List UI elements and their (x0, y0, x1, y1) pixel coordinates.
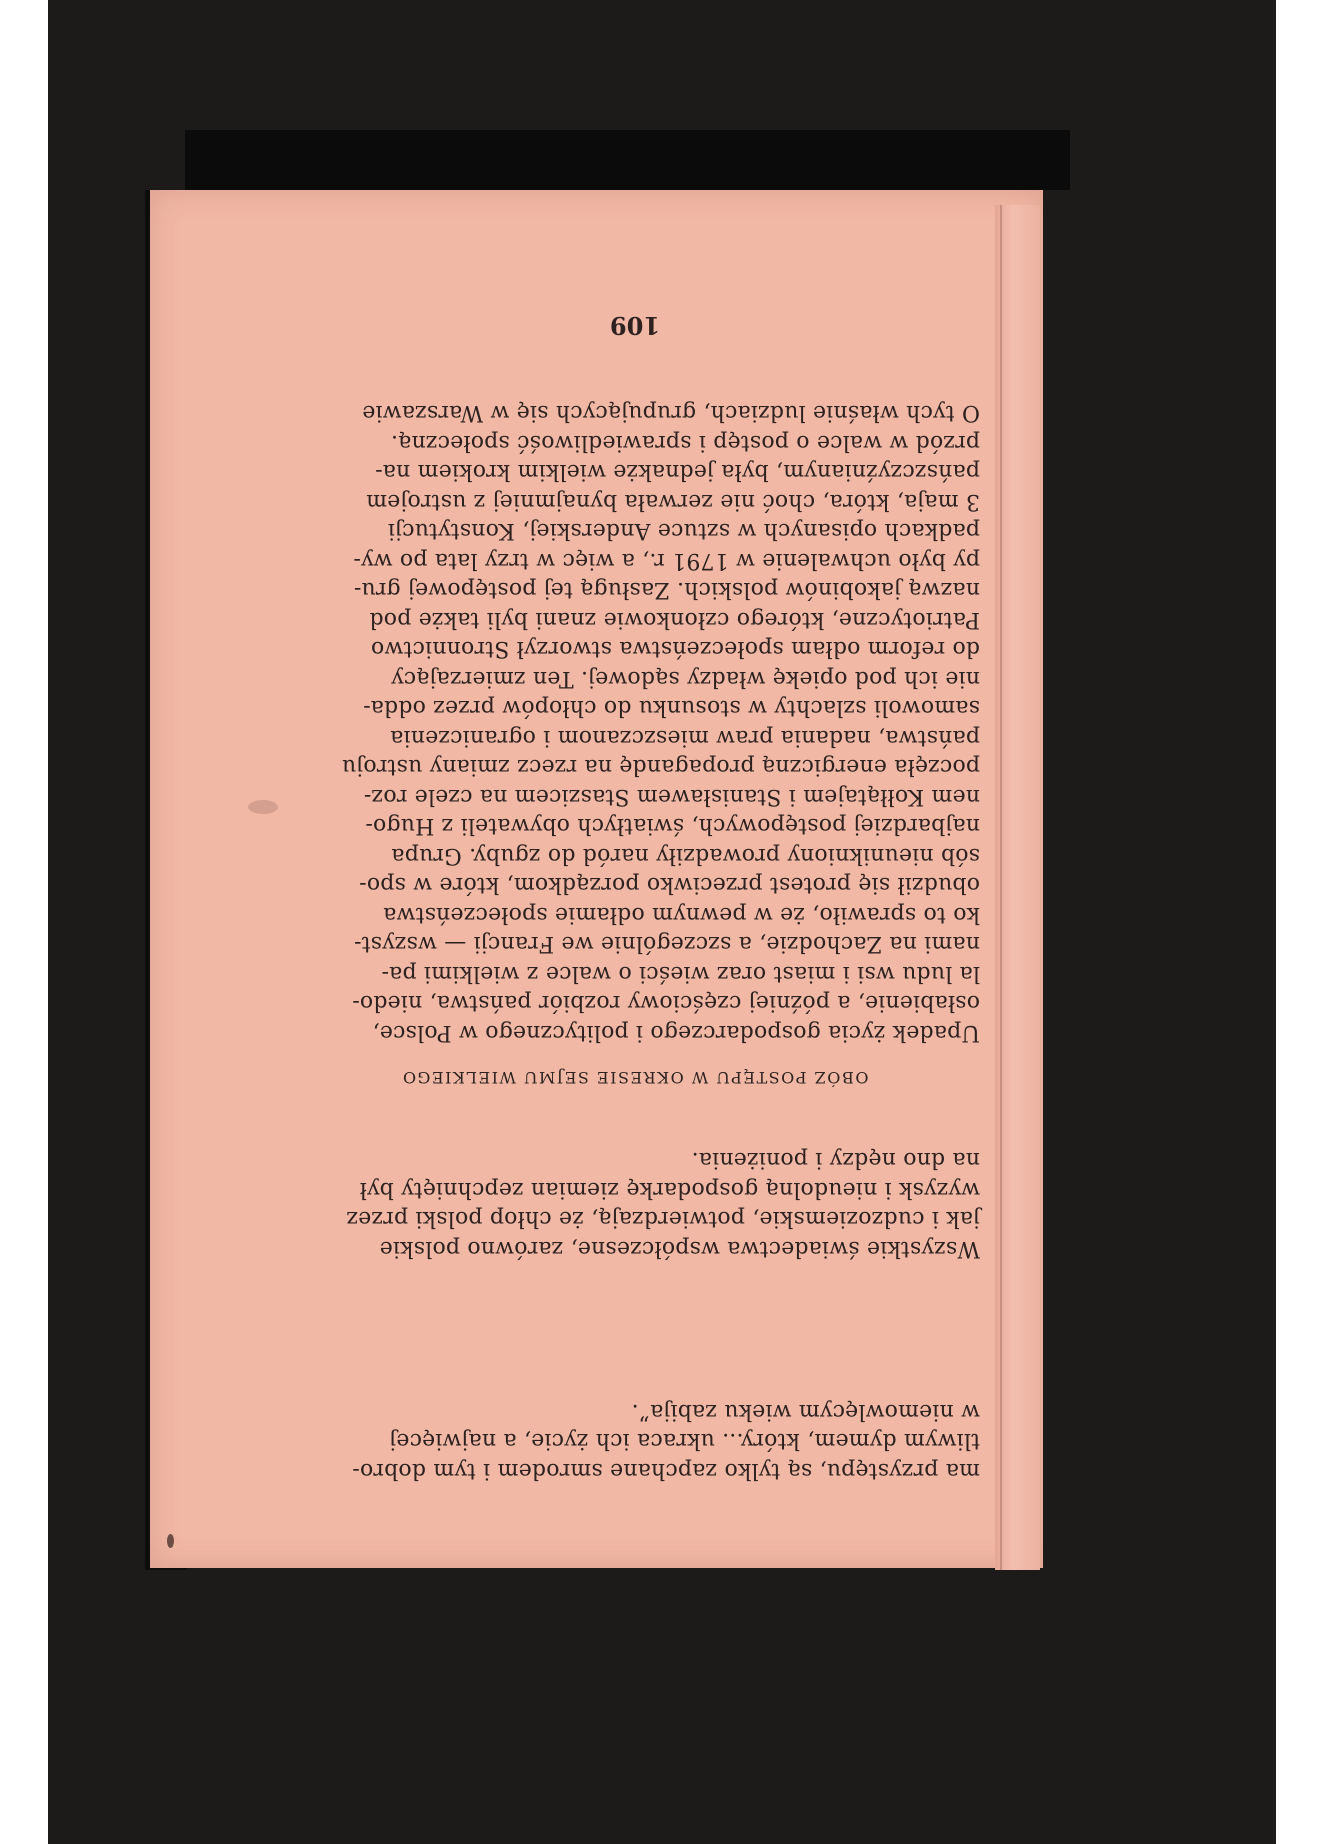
paper-smudge (248, 800, 278, 814)
paragraph-continuation: ma przystępu, są tylko zapchane smrodem i tym dobro- tliwym dymem, który... ukraca ich życie, a najwięcej w niemowlęcym wieku zabija”. (352, 1399, 980, 1483)
page-number: 109 (609, 311, 661, 340)
paragraph-witnesses: Wszystkie świadectwa współczesne, zarówno polskie jak i cudzoziemskie, potwierdzają, że chłop polski przez wyzysk i nieudolną gospodarkę ziemian zepchnięty był na dno nędzy i poniżenia. (346, 1147, 980, 1261)
page-fold-line (1000, 205, 1002, 1570)
paragraph-main: Upadek życia gospodarczego i politycznego w Polsce, osłabienie, a później częściowy rozbiór państwa, niedo- la ludu wsi i miast oraz wieści o walce z wielkimi pa- nami na Zachodzie, a szczególnie we Francji — wszyst- ko to sprawiło, że w pewnym odłamie społeczeństwa obudził się protest przeciwko porządkom, które w spo- sób nieunikniony prowadziły naród do zguby. Grupa najbardziej postępowych, światłych obywateli z Hugo- nem Kołłątajem i Stanisławem Staszicem na czele roz- poczęła energiczną propagandę na rzecz zmiany ustroju państwa, nadania praw mieszczanom i ograniczenia samowoli szlachty w stosunku do chłopów przez odda- nie ich pod opiekę władzy sądowej. Ten zmierzający do reform odłam społeczeństwa stworzył Stronnictwo Patriotyczne, którego członkowie znani byli także pod nazwą jakobinów polskich. Zasługą tej postępowej gru- py było uchwalenie w 1791 r., a więc w trzy lata po wy- padkach opisanych w sztuce Anderskiej, Konstytucji 3 maja, która, choć nie zerwała bynajmniej z ustrojem pańszczyźnianym, była jednakże wielkim krokiem na- przód w walce o postęp i sprawiedliwość społeczną. O tych właśnie ludziach, grupujących się w Warszawie (341, 400, 980, 1045)
section-heading: OBÓZ POSTĘPU W OKRESIE SEJMU WIELKIEGO (401, 1068, 869, 1087)
scanner-shadow-top (185, 130, 1070, 190)
paper-speck (167, 1534, 174, 1548)
page-content-upside-down (290, 305, 980, 1485)
